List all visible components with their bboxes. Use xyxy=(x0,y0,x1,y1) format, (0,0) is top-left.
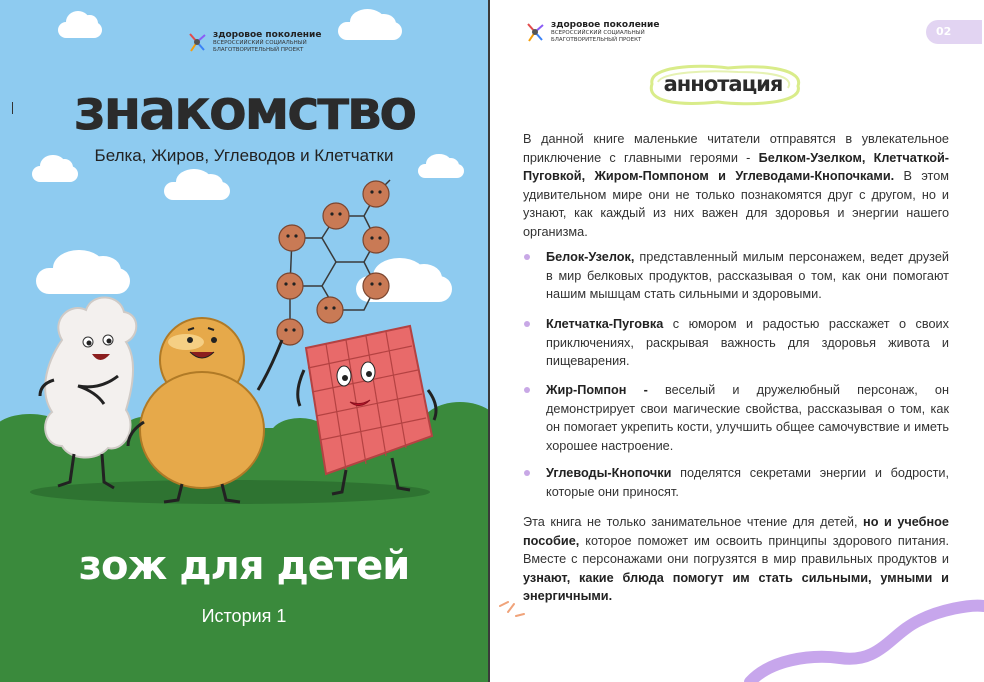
logo-subtitle: БЛАГОТВОРИТЕЛЬНЫЙ ПРОЕКТ xyxy=(213,46,304,53)
logo-icon xyxy=(524,20,546,44)
wave-decoration-icon xyxy=(740,590,984,682)
bullet-icon xyxy=(524,470,530,476)
characters-illustration xyxy=(0,170,488,510)
bullet-icon xyxy=(524,387,530,393)
intro-bold: Белком-Узелком, Клетчаткой-Пуговкой, Жиром-Помпоном и Углеводами-Кнопочками. xyxy=(523,150,949,183)
annotation-page xyxy=(490,0,984,682)
logo-icon xyxy=(186,30,208,54)
cover-subtitle: Белка, Жиров, Углеводов и Клетчатки xyxy=(94,146,394,165)
logo-subtitle: БЛАГОТВОРИТЕЛЬНЫЙ ПРОЕКТ xyxy=(551,36,642,43)
annotation-title: аннотация xyxy=(663,72,783,96)
cloud xyxy=(58,22,102,38)
bullet-text: веселый и дружелюбный персонаж, он демонстрирует свои магические свойства, рассказывая о том, как он помогает укрепить кости, улучшить общее самочувствие и иметь хорошее настроение. xyxy=(546,383,949,453)
intro-paragraph xyxy=(523,130,949,241)
logo-title: здоровое поколение xyxy=(551,20,660,30)
page-number-badge: 02 xyxy=(926,20,982,44)
bullet-text: с юмором и радостью расскажет о своих приключениях, раскрывая важность для здоровья живота и пищеварения. xyxy=(546,317,949,368)
bullet-item xyxy=(546,315,949,371)
intro-text: В этом удивительном мире они не только познакомятся друг с другом, но и узнают, как каждый из них важен для здоровья и энергии нашего организма. xyxy=(523,169,949,239)
cloud xyxy=(338,22,402,40)
outro-bold: но и учебное пособие, xyxy=(523,515,949,548)
bullet-item xyxy=(546,381,949,455)
bullet-icon xyxy=(524,321,530,327)
cover-page xyxy=(0,0,488,682)
bullet-icon xyxy=(524,254,530,260)
bullet-text: поделятся секретами энергии и бодрости, которые они приносят. xyxy=(546,466,949,499)
fiber-character xyxy=(298,326,436,494)
bullet-bold: Клетчатка-Пуговка xyxy=(546,317,664,331)
bullet-bold: Белок-Узелок, xyxy=(546,250,635,264)
outro-bold: узнают, какие блюда помогут им стать сильными, умными и энергичными. xyxy=(523,570,949,603)
cover-logo xyxy=(186,30,321,54)
bullet-item xyxy=(546,464,949,501)
bullet-bold: Жир-Помпон - xyxy=(546,383,648,397)
outro-text: которое поможет им освоить принципы здорового питания. Вместе с персонажами они погрузятся в мир правильных продуктов и xyxy=(523,533,949,566)
protein-character xyxy=(40,297,136,488)
logo-subtitle: ВСЕРОССИЙСКИЙ СОЦИАЛЬНЫЙ xyxy=(213,40,307,46)
fat-character xyxy=(128,318,282,502)
intro-text: В данной книге маленькие читатели отправятся в увлекательное приключение с главными героями - xyxy=(523,132,949,165)
cover-title: знакомство xyxy=(73,78,415,143)
annotation-title-block xyxy=(638,60,808,108)
logo-subtitle: ВСЕРОССИЙСКИЙ СОЦИАЛЬНЫЙ xyxy=(551,30,645,36)
annotation-logo xyxy=(524,20,659,44)
cover-series-title: зож для детей xyxy=(78,543,410,589)
bullet-bold: Углеводы-Кнопочки xyxy=(546,466,672,480)
bullet-item xyxy=(546,248,949,304)
sparkle-decoration-icon xyxy=(494,598,534,630)
outro-text: Эта книга не только занимательное чтение для детей, xyxy=(523,515,864,529)
logo-title: здоровое поколение xyxy=(213,30,322,40)
bullet-text: представленный милым персонажем, ведет друзей в мир белковых продуктов, рассказывая о том, как они помогают нашим мышцам стать сильными и здоровыми. xyxy=(546,250,949,301)
cover-story-number: История 1 xyxy=(201,606,287,626)
